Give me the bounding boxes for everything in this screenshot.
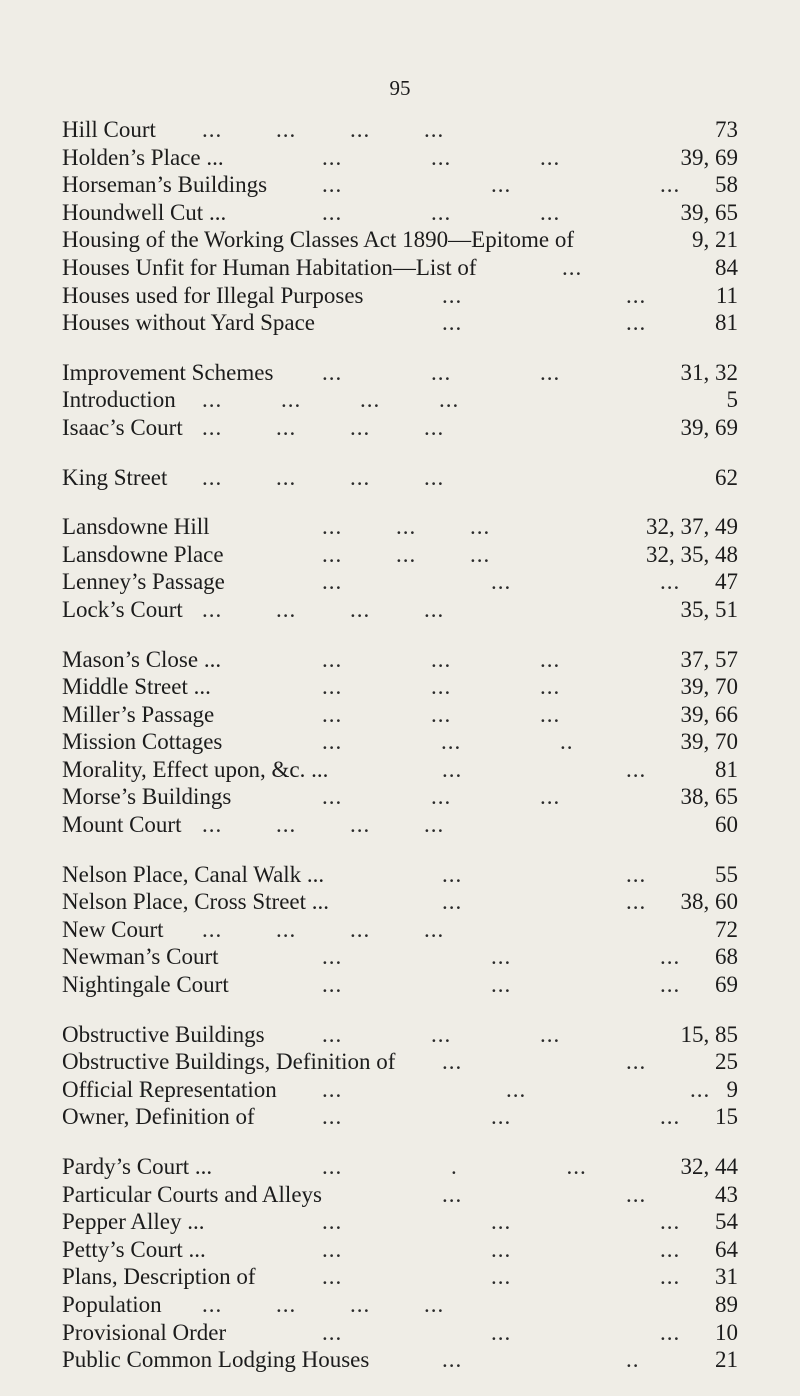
page-refs: 37, 57 [680, 646, 738, 672]
index-entry [62, 254, 738, 282]
dot-leader: ... ... ... ... [202, 1291, 445, 1317]
page-refs: 68 [715, 944, 738, 970]
index-group [62, 116, 738, 337]
page-number: 95 [389, 76, 411, 100]
index-term: Plans, Description of [62, 1264, 256, 1290]
index-entry [62, 811, 738, 839]
index-group [62, 513, 738, 623]
index-entry [62, 861, 738, 889]
index-entry [62, 568, 738, 596]
index-term: Nelson Place, Cross Street ... [62, 889, 330, 915]
dot-leader: ... ... ... ... [202, 596, 445, 622]
index-entry [62, 199, 738, 227]
index-entry [62, 888, 738, 916]
page-refs: 32, 37, 49 [646, 514, 738, 540]
index-term: New Court [62, 916, 164, 942]
index-list [62, 116, 738, 1396]
dot-leader: ... ... ... [322, 144, 561, 170]
index-entry [62, 541, 738, 569]
index-entry [62, 783, 738, 811]
page-refs: 38, 65 [680, 784, 738, 810]
index-group [62, 359, 738, 442]
dot-leader: ... ... [442, 889, 647, 915]
dot-leader: ... ... ... [322, 1021, 561, 1047]
index-term: Population [62, 1291, 162, 1317]
index-entry [62, 701, 738, 729]
dot-leader: ... ... ... [322, 646, 561, 672]
page-refs: 39, 66 [680, 701, 738, 727]
index-group [62, 646, 738, 839]
index-term: Public Common Lodging Houses [62, 1347, 370, 1373]
index-term: Particular Courts and Alleys [62, 1181, 322, 1207]
page-refs: 35, 51 [680, 596, 738, 622]
index-entry [62, 1263, 738, 1291]
index-entry [62, 1076, 738, 1104]
page-refs: 31, 32 [680, 359, 738, 385]
index-entry [62, 144, 738, 172]
index-entry [62, 1021, 738, 1049]
index-entry [62, 943, 738, 971]
page-refs: 15, 85 [680, 1021, 738, 1047]
index-term: Mason’s Close ... [62, 646, 222, 672]
index-group [62, 861, 738, 999]
dot-leader: ... ... ... ... [202, 464, 445, 490]
page-refs: 31 [715, 1264, 738, 1290]
page-refs: 32, 35, 48 [646, 541, 738, 567]
index-entry [62, 971, 738, 999]
index-entry [62, 513, 738, 541]
index-term: Horseman’s Buildings [62, 172, 268, 198]
index-entry [62, 282, 738, 310]
dot-leader: ... ... ... [322, 944, 681, 970]
page-refs: 73 [715, 117, 738, 142]
dot-leader: ... ... [442, 756, 647, 782]
index-term: Hill Court [62, 117, 156, 142]
index-term: King Street [62, 464, 168, 490]
page-refs: 39, 69 [680, 144, 738, 170]
page-refs: 89 [715, 1291, 738, 1317]
index-term: Middle Street ... [62, 674, 211, 700]
page-refs: 39, 70 [680, 674, 738, 700]
index-term: Pepper Alley ... [62, 1209, 205, 1235]
dot-leader: ... ... ... [322, 674, 561, 700]
index-entry [62, 1291, 738, 1319]
index-term: Miller’s Passage [62, 701, 215, 727]
page-refs: 25 [715, 1049, 738, 1075]
dot-leader: ... ... ... [322, 569, 681, 595]
index-entry [62, 1236, 738, 1264]
dot-leader: ... . ... [322, 1154, 587, 1179]
index-term: Introduction [62, 387, 176, 413]
page-refs: 5 [726, 387, 738, 413]
index-term: Improvement Schemes [62, 359, 274, 385]
index-term: Newman’s Court [62, 944, 219, 970]
index-term: Morality, Effect upon, &c. ... [62, 756, 329, 782]
index-entry [62, 116, 738, 144]
index-term: Lansdowne Hill [62, 514, 210, 540]
index-term: Petty’s Court ... [62, 1236, 206, 1262]
index-entry [62, 386, 738, 414]
index-entry [62, 1346, 738, 1374]
index-term: Houses without Yard Space [62, 310, 315, 336]
page-refs: 10 [715, 1319, 738, 1345]
index-term: Houses Unfit for Human Habitation—List of [62, 254, 477, 280]
page-refs: 9 [726, 1076, 738, 1102]
dot-leader: ... ... [442, 282, 647, 308]
index-entry [62, 1103, 738, 1131]
page-refs: 64 [715, 1236, 738, 1262]
index-term: Mission Cottages [62, 729, 223, 755]
page-refs: 84 [715, 254, 738, 280]
index-term: Pardy’s Court ... [62, 1154, 213, 1179]
page-refs: 81 [715, 756, 738, 782]
page-refs: 54 [715, 1209, 738, 1235]
index-term: Obstructive Buildings [62, 1021, 265, 1047]
dot-leader: ... ... ... ... [202, 812, 445, 838]
page-refs: 60 [715, 812, 738, 838]
dot-leader: ... ... ... ... [202, 916, 445, 942]
page-refs: 43 [715, 1181, 738, 1207]
dot-leader: ... ... ... [322, 172, 681, 198]
page-refs: 39, 69 [680, 414, 738, 440]
index-entry [62, 226, 738, 254]
index-entry [62, 1208, 738, 1236]
index-term: Provisional Order [62, 1319, 227, 1345]
dot-leader: ... ... ... [322, 514, 491, 540]
page-refs: 55 [715, 861, 738, 887]
index-term: Nelson Place, Canal Walk ... [62, 861, 325, 887]
index-entry [62, 171, 738, 199]
index-term: Lansdowne Place [62, 541, 224, 567]
dot-leader: ... ... ... [322, 972, 681, 998]
index-entry [62, 309, 738, 337]
index-term: Owner, Definition of [62, 1104, 255, 1130]
index-term: Houndwell Cut ... [62, 199, 227, 225]
index-entry [62, 1181, 738, 1209]
dot-leader: ... ... ... ... [202, 414, 445, 440]
dot-leader: ... ... ... [322, 1209, 681, 1235]
dot-leader: ... ... ... [322, 1236, 681, 1262]
dot-leader: ... ... ... [322, 541, 491, 567]
dot-leader: ... ... [442, 861, 647, 887]
index-term: Morse’s Buildings [62, 784, 232, 810]
index-term: Lock’s Court [62, 596, 183, 622]
index-entry [62, 596, 738, 624]
index-term: Nightingale Court [62, 972, 229, 998]
index-entry [62, 1319, 738, 1347]
index-entry [62, 1048, 738, 1076]
dot-leader: ... .. [442, 1347, 640, 1373]
dot-leader: ... ... ... [322, 199, 561, 225]
index-term: Isaac’s Court [62, 414, 183, 440]
dot-leader: ... ... [442, 310, 647, 336]
page-refs: 11 [715, 282, 738, 308]
index-entry [62, 756, 738, 784]
dot-leader: ... ... ... [322, 701, 561, 727]
index-term: Holden’s Place ... [62, 144, 224, 170]
page-refs: 81 [715, 310, 738, 336]
index-group [62, 1021, 738, 1131]
dot-leader: ... ... ... [322, 784, 561, 810]
dot-leader: ... ... ... [322, 359, 561, 385]
index-entry [62, 673, 738, 701]
index-entry [62, 359, 738, 387]
dot-leader: ... ... ... ... [202, 387, 460, 413]
page-refs: 39, 65 [680, 199, 738, 225]
page-refs: 39, 70 [680, 729, 738, 755]
index-term: Mount Court [62, 812, 182, 838]
dot-leader: ... ... .. [322, 729, 574, 755]
dot-leader: ... [562, 254, 583, 280]
page-refs: 15 [715, 1104, 738, 1130]
dot-leader: ... ... [442, 1049, 647, 1075]
index-entry [62, 728, 738, 756]
dot-leader: ... ... ... [322, 1319, 681, 1345]
dot-leader: ... ... ... [322, 1076, 711, 1102]
index-term: Housing of the Working Classes Act 1890—Epitome of [62, 227, 574, 253]
dot-leader: ... ... ... [322, 1264, 681, 1290]
page-refs: 62 [715, 464, 738, 490]
dot-leader: ... ... [442, 1181, 647, 1207]
page-refs: 58 [715, 172, 738, 198]
page-refs: 32, 44 [680, 1154, 738, 1179]
index-term: Houses used for Illegal Purposes [62, 282, 364, 308]
index-group [62, 1153, 738, 1374]
index-term: Official Representation [62, 1076, 277, 1102]
page-refs: 69 [715, 972, 738, 998]
index-term: Obstructive Buildings, Definition of [62, 1049, 396, 1075]
page-refs: 72 [715, 916, 738, 942]
index-group [62, 464, 738, 492]
page-refs: 21 [715, 1347, 738, 1373]
index-entry [62, 464, 738, 492]
page-refs: 47 [715, 569, 738, 595]
page-refs: 38, 60 [680, 889, 738, 915]
index-entry [62, 1153, 738, 1181]
index-entry [62, 916, 738, 944]
dot-leader: ... ... ... [322, 1104, 681, 1130]
index-entry [62, 646, 738, 674]
page-refs: 9, 21 [692, 227, 738, 253]
dot-leader: ... ... ... ... [202, 117, 445, 142]
index-entry [62, 414, 738, 442]
index-term: Lenney’s Passage [62, 569, 225, 595]
